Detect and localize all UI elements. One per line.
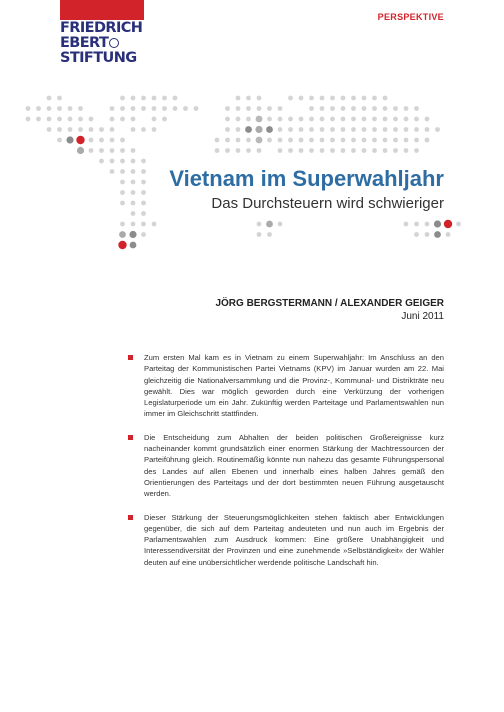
map-dot [288,127,293,132]
map-dot [414,222,419,227]
map-dot [404,148,409,153]
map-dot [246,106,251,111]
map-dot [246,96,251,101]
map-dot [256,116,263,123]
map-dot [266,126,273,133]
map-dot [362,138,367,143]
map-dot [393,127,398,132]
map-dot [141,106,146,111]
map-dot [278,117,283,122]
map-dot [246,138,251,143]
map-dot [383,117,388,122]
map-dot [362,148,367,153]
map-dot [267,117,272,122]
map-dot [362,96,367,101]
map-dot [434,220,441,227]
map-dot [257,106,262,111]
map-dot [77,147,84,154]
map-dot [68,106,73,111]
map-dot [141,159,146,164]
map-dot [89,138,94,143]
map-dot [47,117,52,122]
map-dot [425,232,430,237]
map-dot [446,232,451,237]
map-dot [383,148,388,153]
map-dot [341,96,346,101]
map-dot [110,169,115,174]
map-dot [246,117,251,122]
map-dot [129,231,136,238]
map-dot [267,106,272,111]
map-dot [266,221,273,228]
map-dot [236,138,241,143]
map-dot [330,117,335,122]
map-dot [341,106,346,111]
map-dot [330,138,335,143]
map-dot [320,127,325,132]
map-dot [404,117,409,122]
map-dot [141,127,146,132]
map-dot [152,222,157,227]
map-dot [78,117,83,122]
map-dot [257,232,262,237]
map-dot [309,117,314,122]
document-title: Vietnam im Superwahljahr [169,166,444,191]
map-dot [309,106,314,111]
map-dot [110,148,115,153]
map-dot [299,96,304,101]
map-dot [456,222,461,227]
map-dot [309,138,314,143]
map-dot [131,201,136,206]
map-dot [320,138,325,143]
map-dot [131,222,136,227]
map-dot [351,106,356,111]
globe-icon [109,38,119,48]
map-dot [26,117,31,122]
map-dot [414,232,419,237]
map-dot [152,106,157,111]
map-dot [173,96,178,101]
map-dot [351,127,356,132]
map-dot [425,138,430,143]
map-dot [57,127,62,132]
map-dot [120,96,125,101]
map-dot [320,96,325,101]
map-dot [36,117,41,122]
map-dot [131,106,136,111]
map-dot [362,106,367,111]
map-dot [26,106,31,111]
map-dot [47,106,52,111]
map-dot [152,96,157,101]
map-dot [351,148,356,153]
map-dot [162,96,167,101]
map-dot [351,96,356,101]
map-dot [68,117,73,122]
map-dot [162,117,167,122]
map-dot [130,242,137,249]
map-dot [131,190,136,195]
map-dot [141,201,146,206]
map-dot [119,231,126,238]
map-dot [351,138,356,143]
map-dot [141,180,146,185]
map-dot [393,138,398,143]
map-dot [141,222,146,227]
map-dot [309,96,314,101]
map-dot [309,127,314,132]
map-dot [362,117,367,122]
map-dot [141,169,146,174]
map-dot [57,106,62,111]
map-dot [288,96,293,101]
map-dot [236,127,241,132]
map-dot [404,222,409,227]
map-dot [245,126,252,133]
map-dot [372,148,377,153]
map-dot [225,127,230,132]
map-dot [267,138,272,143]
bullet-square-icon [128,515,133,520]
map-dot [299,127,304,132]
logo-line-3: STIFTUNG [60,50,137,66]
map-dot [372,138,377,143]
map-dot [162,106,167,111]
map-dot [173,106,178,111]
summary-item [126,512,444,568]
map-dot [57,96,62,101]
map-dot [131,159,136,164]
map-dot [225,138,230,143]
map-dot [309,148,314,153]
map-dot [257,96,262,101]
map-dot [120,159,125,164]
map-dot [120,148,125,153]
map-dot [246,148,251,153]
logo-line-2-text: EBERT [60,35,109,51]
fes-logo [60,0,144,66]
authors: JÖRG BERGSTERMANN / ALEXANDER GEIGER [215,298,444,309]
map-dot [110,117,115,122]
map-dot [414,138,419,143]
map-dot [225,117,230,122]
map-dot [256,137,263,144]
map-dot [120,180,125,185]
map-dot [288,138,293,143]
map-dot [131,180,136,185]
summary-text: Dieser Stärkung der Steuerungsmöglichkeiten stehen faktisch aber Entwicklungen gegenüber, die sich auf dem Parteitag andeuteten und nun auch im Ergebnis der Parlamentswahlen zum Ausdruck kommen: Eine größere Unabhängigkeit und Interessendiversität der Provinzen und eine zunehmende »Selbständigkeit« der Wähler deuten auf eine unübersichtlicher werdende politische Landschaft hin. [144,512,444,567]
map-dot [110,159,115,164]
map-dot [120,169,125,174]
map-dot [118,241,126,249]
map-dot [57,117,62,122]
map-dot [131,127,136,132]
map-dot [120,222,125,227]
map-dot [225,148,230,153]
map-dot [183,106,188,111]
map-dot [372,117,377,122]
map-dot [320,106,325,111]
map-dot [152,117,157,122]
logo-line-2 [60,36,144,51]
map-dot [257,222,262,227]
map-dot [320,117,325,122]
map-dot [236,148,241,153]
map-dot [99,127,104,132]
map-dot [99,148,104,153]
map-dot [393,117,398,122]
map-dot [131,169,136,174]
logo-red-bar [60,0,144,20]
map-dot [351,117,356,122]
map-dot [236,117,241,122]
map-dot [434,231,441,238]
map-dot [299,117,304,122]
bullet-square-icon [128,435,133,440]
map-dot [131,211,136,216]
map-dot [320,148,325,153]
map-dot [36,106,41,111]
map-dot [99,159,104,164]
map-dot [66,136,73,143]
map-dot [414,148,419,153]
map-dot [383,96,388,101]
map-dot [404,106,409,111]
map-dot [330,96,335,101]
section-label: PERSPEKTIVE [377,12,444,22]
map-dot [425,127,430,132]
map-dot [89,127,94,132]
map-dot [110,106,115,111]
map-dot [414,117,419,122]
map-dot [330,127,335,132]
map-dot [99,138,104,143]
map-dot [393,106,398,111]
logo-line-1: FRIEDRICH [60,20,143,36]
map-dot [255,126,262,133]
map-dot [278,106,283,111]
map-dot [194,106,199,111]
map-dot [236,96,241,101]
bullet-square-icon [128,355,133,360]
map-dot [47,127,52,132]
map-dot [404,127,409,132]
map-dot [120,201,125,206]
map-dot [372,96,377,101]
summary-list [126,352,444,580]
map-dot [141,232,146,237]
map-dot [362,127,367,132]
map-dot [299,138,304,143]
map-dot [278,127,283,132]
map-dot [76,136,84,144]
map-dot [425,117,430,122]
map-dot [78,127,83,132]
map-dot [383,106,388,111]
map-dot [47,96,52,101]
summary-text: Die Entscheidung zum Abhalten der beiden politischen Großereignisse kurz nacheinander kommt grundsätzlich einer enormen Stärkung der Machtressourcen der Parteiführung gleich. Routinemäßig könnte nun nahezu das gesamte Führungspersonal des Landes auf allen Ebenen und innerhalb eines halben Jahres gemäß den Orientierungen des Parteitags und der dort bestimmten neuen Führung ausgetauscht werden. [144,432,444,499]
publication-date: Juni 2011 [401,311,444,322]
map-dot [330,106,335,111]
map-dot [141,96,146,101]
map-dot [288,148,293,153]
map-dot [414,127,419,132]
map-dot [278,138,283,143]
map-dot [341,127,346,132]
map-dot [68,127,73,132]
map-dot [383,138,388,143]
map-dot [278,148,283,153]
map-dot [288,117,293,122]
map-dot [215,148,220,153]
map-dot [425,222,430,227]
map-dot [372,106,377,111]
map-dot [341,148,346,153]
map-dot [372,127,377,132]
summary-text: Zum ersten Mal kam es in Vietnam zu einem Superwahljahr: Im Anschluss an den Parteitag der Kommunistischen Partei Vietnams (KPV) im Januar wurden am 22. Mai gleichzeitig die Nationalversammlung und die Provinz-, Kommunal- und Distrikträte neu gewählt. Dies war möglich geworden durch eine Verkürzung der vorherigen Legislaturperiode um ein Jahr. Zukünftig werden Parteitage und Parlamentswahlen nun immer im Gleichschritt stattfinden. [144,353,444,419]
map-dot [257,148,262,153]
map-dot [120,117,125,122]
summary-item [126,432,444,500]
map-dot [435,127,440,132]
map-dot [341,117,346,122]
map-dot [120,106,125,111]
map-dot [89,148,94,153]
map-dot [444,220,452,228]
map-dot [78,106,83,111]
map-dot [393,148,398,153]
map-dot [110,138,115,143]
logo-wordmark [60,21,144,66]
map-dot [120,138,125,143]
map-dot [225,106,230,111]
map-dot [89,117,94,122]
map-dot [404,138,409,143]
map-dot [215,138,220,143]
map-dot [267,232,272,237]
summary-item [126,352,444,420]
map-dot [278,222,283,227]
map-dot [141,190,146,195]
map-dot [383,127,388,132]
map-dot [341,138,346,143]
map-dot [131,117,136,122]
map-dot [330,148,335,153]
map-dot [236,106,241,111]
map-dot [299,148,304,153]
document-subtitle: Das Durchsteuern wird schwieriger [211,195,444,212]
map-dot [152,127,157,132]
map-dot [120,190,125,195]
map-dot [131,148,136,153]
map-dot [141,211,146,216]
map-dot [110,127,115,132]
map-dot [131,96,136,101]
map-dot [57,138,62,143]
map-dot [414,106,419,111]
